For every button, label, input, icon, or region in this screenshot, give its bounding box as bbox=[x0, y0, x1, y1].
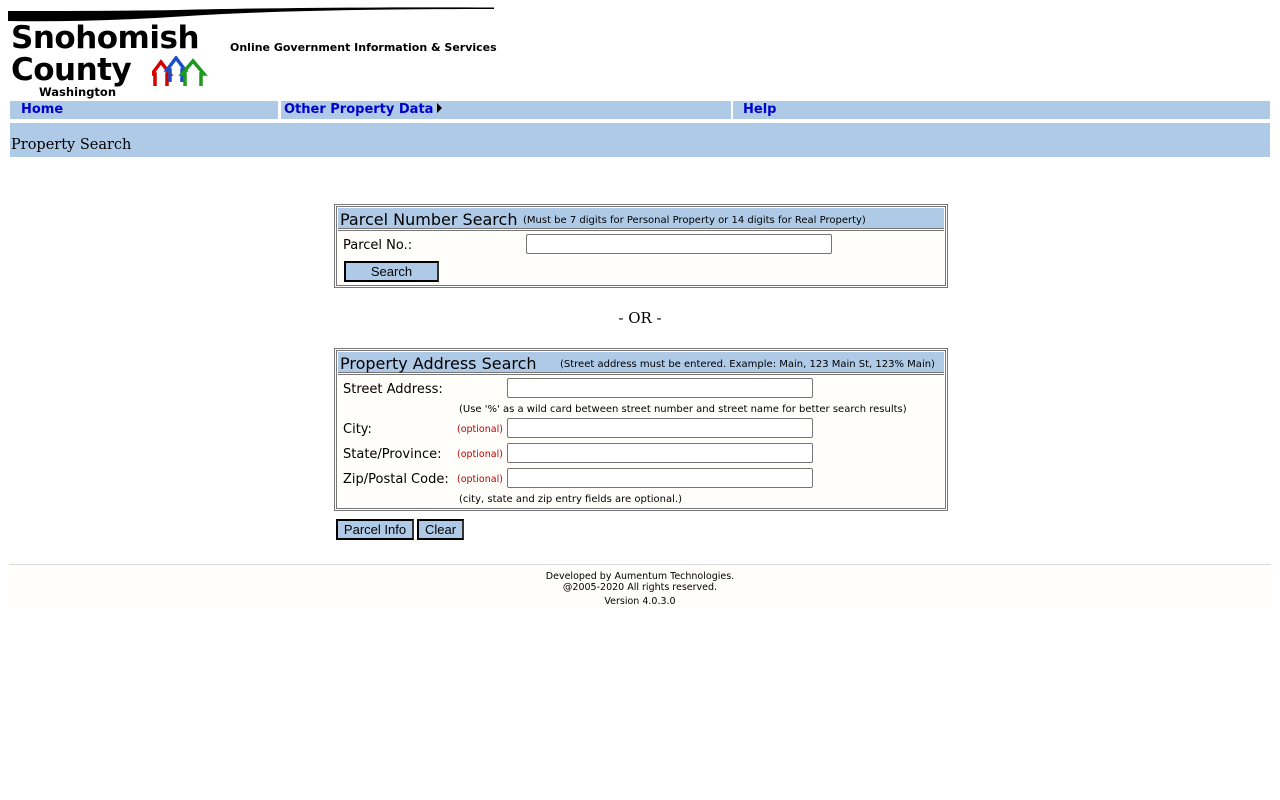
wildcard-hint: (Use '%' as a wild card between street number and street name for better search results) bbox=[459, 404, 907, 415]
city-optional-note: (optional) bbox=[457, 424, 503, 435]
footer-developer: Developed by Aumentum Technologies. bbox=[545, 571, 735, 582]
clear-button[interactable]: Clear bbox=[417, 519, 464, 540]
or-separator: - OR - bbox=[618, 309, 662, 327]
zip-code-label: Zip/Postal Code: bbox=[343, 472, 449, 487]
county-logo bbox=[8, 7, 498, 100]
address-search-note: (Street address must be entered. Example: Main, 123 Main St, 123% Main) bbox=[560, 359, 935, 370]
footer-copyright: @2005-2020 All rights reserved. bbox=[562, 582, 718, 593]
optional-fields-hint: (city, state and zip entry fields are optional.) bbox=[459, 494, 682, 505]
logo-name-line2: County bbox=[11, 52, 132, 88]
nav-cell-other bbox=[281, 101, 731, 119]
parcel-search-header bbox=[338, 208, 944, 229]
footer-version: Version 4.0.3.0 bbox=[604, 596, 676, 607]
nav-other-label: Other Property Data bbox=[284, 102, 434, 117]
page-footer bbox=[9, 564, 1271, 609]
page-title-bar bbox=[10, 123, 1270, 157]
logo-tagline: Online Government Information & Services bbox=[230, 41, 497, 54]
parcel-search-panel bbox=[334, 204, 948, 288]
logo-name-line1: Snohomish bbox=[11, 20, 200, 56]
parcel-search-title: Parcel Number Search bbox=[340, 210, 518, 229]
state-province-input[interactable] bbox=[507, 443, 813, 463]
state-province-label: State/Province: bbox=[343, 447, 442, 462]
parcel-search-body bbox=[338, 230, 944, 284]
city-label: City: bbox=[343, 422, 372, 437]
parcel-number-label: Parcel No.: bbox=[343, 238, 413, 253]
logo-state: Washington bbox=[39, 85, 117, 99]
address-search-title: Property Address Search bbox=[340, 354, 537, 373]
tree-arrows-icon bbox=[152, 56, 210, 88]
main-nav bbox=[10, 101, 1270, 119]
search-button[interactable]: Search bbox=[344, 261, 439, 282]
parcel-search-note: (Must be 7 digits for Personal Property or 14 digits for Real Property) bbox=[523, 215, 866, 226]
parcel-info-button[interactable]: Parcel Info bbox=[336, 519, 414, 540]
city-input[interactable] bbox=[507, 418, 813, 438]
page-title: Property Search bbox=[11, 137, 132, 153]
state-optional-note: (optional) bbox=[457, 449, 503, 460]
nav-cell-home bbox=[10, 101, 278, 119]
street-address-label: Street Address: bbox=[343, 382, 443, 397]
street-address-input[interactable] bbox=[507, 378, 813, 398]
nav-other-property-data-link[interactable] bbox=[284, 102, 442, 117]
zip-optional-note: (optional) bbox=[457, 474, 503, 485]
caret-right-icon bbox=[437, 103, 442, 113]
parcel-number-input[interactable] bbox=[526, 234, 832, 254]
address-search-panel bbox=[334, 348, 948, 511]
address-search-body bbox=[338, 374, 944, 507]
nav-help-link[interactable]: Help bbox=[743, 102, 777, 117]
nav-home-link[interactable]: Home bbox=[21, 102, 64, 117]
address-search-header bbox=[338, 352, 944, 373]
zip-code-input[interactable] bbox=[507, 468, 813, 488]
nav-cell-help bbox=[733, 101, 1270, 119]
